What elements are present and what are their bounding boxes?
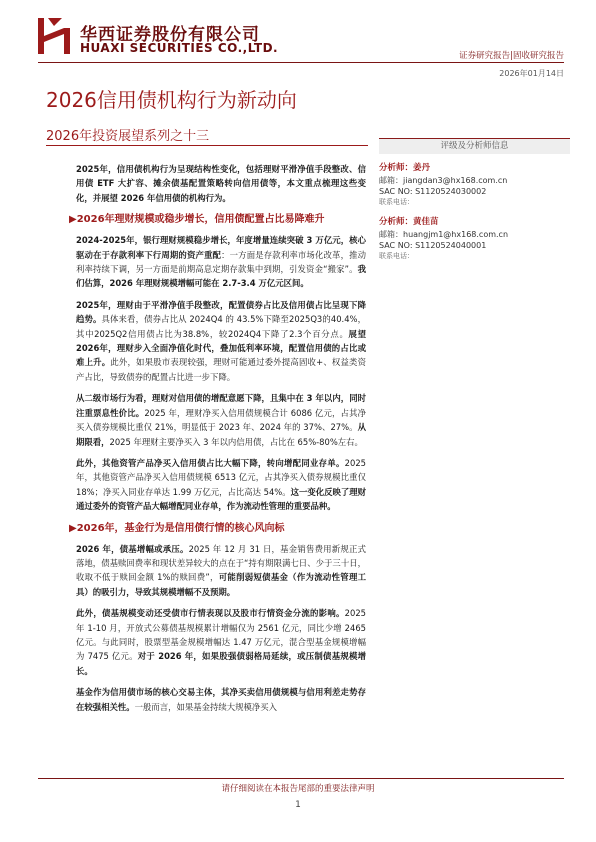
analyst-card — [379, 162, 570, 208]
analyst-sac: SAC NO: S1120524030002 — [379, 187, 487, 196]
analyst-name: 分析师：姜丹 — [379, 163, 431, 173]
paragraph: 基金作为信用债市场的核心交易主体，其净买卖信用债规模与信用利差走势存在较强相关性。一般而言，如果基金持续大规模净买入 — [76, 687, 366, 712]
footer-disclaimer: 请仔细阅读在本报告尾部的重要法律声明 — [221, 784, 375, 794]
report-subtitle: 2026年投资展望系列之十三 — [46, 129, 210, 144]
analyst-email[interactable]: 邮箱：huangjm1@hx168.com.cn — [379, 230, 509, 239]
analyst-card — [379, 216, 570, 262]
paragraph: 2026 年，债基增幅或承压。2025 年 12 月 31 日，基金销售费用新规正式落地，债基赎回费率和现状差异较大的点在于“持有期限满七日、少于三十日，收取不低于赎回金额 1%的赎回费”，可能削弱短债基金（作为流动性管理工具）的吸引力，导致其规模增幅不及预期。 — [76, 543, 367, 597]
paragraph: 此外，债基规模变动还受债市行情表现以及股市行情资金分流的影响。2025 年 1-10 月，开放式公募债基规模累计增幅仅为 2561 亿元，同比少增 2465 亿元。与此同时，股票型基金规模增幅达 1.47 万亿元，混合型基金规模增幅为 7475 亿元。对于 2026 年，如果股强债弱格局延续，或压制债基规模增长。 — [76, 608, 367, 676]
analyst-sac: SAC NO: S1120524040001 — [379, 241, 487, 250]
subtitle-divider — [46, 145, 368, 146]
huaxi-logo-icon — [38, 18, 70, 54]
report-date: 2026年01月14日 — [499, 69, 564, 78]
analyst-sidebar — [379, 138, 570, 262]
company-name-cn: 华西证券股份有限公司 — [80, 25, 260, 45]
report-body — [69, 162, 367, 721]
report-title: 2026信用债机构行为新动向 — [46, 88, 297, 112]
paragraph: 从二级市场行为看，理财对信用债的增配意愿下降，且集中在 3 年以内，同时注重票息性价比。2025 年，理财净买入信用债规模合计 6086 亿元，占其净买入债券规模比重仅 21%，明显低于 2023 年、2024 年的 37%、27%。从期限看，2025 年理财主要净买入 3 年以内信用债，占比在 65%-80%左右。 — [76, 393, 366, 447]
analyst-tel: 联系电话： — [379, 252, 414, 260]
paragraph: 此外，其他资管产品净买入信用债占比大幅下降，转向增配同业存单。2025 年，其他资管产品净买入信用债规模 6513 亿元，占其净买入债券规模比重仅 18%；净买入同业存单达 1.99 万亿元，占比高达 54%。这一变化反映了理财通过委外的资管产品大幅增配同业存单，作为流动性管理的重要品种。 — [76, 457, 366, 512]
analyst-email[interactable]: 邮箱：jiangdan3@hx168.com.cn — [379, 176, 508, 185]
page-number: 1 — [295, 800, 301, 810]
footer-divider — [38, 778, 564, 779]
company-name-en: HUAXI SECURITIES CO.,LTD. — [80, 41, 279, 55]
report-type: 证券研究报告|固收研究报告 — [459, 51, 564, 61]
analyst-tel: 联系电话： — [379, 198, 414, 206]
sidebar-title: 评级及分析师信息 — [379, 138, 570, 154]
section-heading-1: ▶2026年理财规模或稳步增长，信用债配置占比易降难升 — [69, 214, 325, 226]
paragraph: 2024-2025年，银行理财规模稳步增长，年度增量连续突破 3 万亿元，核心驱动在于存款利率下行周期的资产重配：一方面是存款利率市场化改革，推动利率持续下调，另一方面是前期高息定期存款集中到期，引发资金“搬家”。我们估算，2026 年理财规模增幅可能在 2.7-3.4 万亿元区间。 — [76, 235, 367, 289]
intro-paragraph: 2025年，信用债机构行为呈现结构性变化，包括理财平滑净值手段整改、信用债 ETF 大扩容、摊余债基配置策略转向信用债等，本文重点梳理这些变化，并展望 2026 年信用债的机构行为。 — [76, 164, 366, 203]
paragraph: 2025年，理财由于平滑净值手段整改，配置债券占比及信用债占比呈现下降趋势。具体来看，债券占比从 2024Q4 的 43.5%下降至2025Q3的40.4%，其中2025Q2信用债占比为38.8%，较2024Q4下降了2.3个百分点。展望 2026年，理财步入全面净值化时代，叠加低利率环境，配置信用债的占比或难上升。此外，如果股市表现较强，理财可能通过委外提高固收+、权益类资产占比，导致债券的配置占比进一步下降。 — [76, 299, 367, 382]
analyst-name: 分析师：黄佳苗 — [379, 217, 439, 227]
header-divider — [38, 62, 564, 63]
section-heading-2: ▶2026年，基金行为是信用债行情的核心风向标 — [69, 522, 285, 534]
